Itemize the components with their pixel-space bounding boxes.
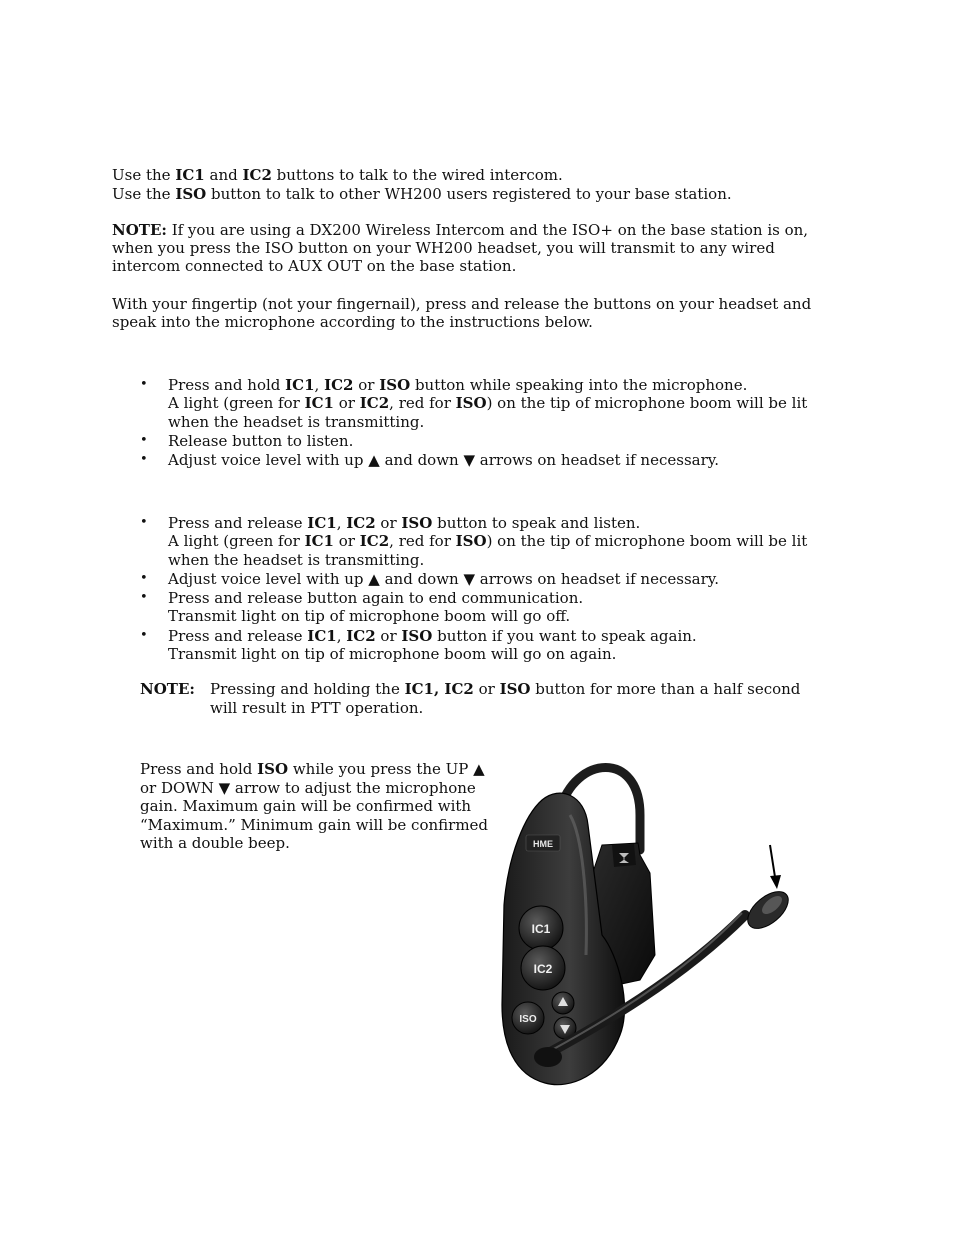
brand-logo: HME bbox=[533, 839, 553, 849]
note-ptt-operation: NOTE: Pressing and holding the IC1, IC2 or ISO button for more than a half second will result in PTT operation. bbox=[140, 680, 801, 717]
mic-gain-instructions: Press and hold ISO while you press the UP ▲ or DOWN ▼ arrow to adjust the microphone gain. Maximum gain will be confirmed with “Maximum.” Minimum gain will be confirmed with a double beep. bbox=[140, 760, 489, 852]
list-item: • Adjust voice level with up ▲ and down ▼ arrows on headset if necessary. bbox=[140, 570, 820, 588]
list-item: • Press and release button again to end communication. Transmit light on tip of microphone boom will go off. bbox=[140, 589, 820, 626]
boom-pivot bbox=[534, 1047, 562, 1067]
intro-line-1: Use the IC1 and IC2 buttons to talk to the wired intercom. bbox=[112, 166, 563, 184]
intro-line-2: Use the ISO button to talk to other WH200 users registered to your base station. bbox=[112, 185, 732, 203]
list-item: • Release button to listen. bbox=[140, 432, 820, 450]
list-item: • Press and release IC1, IC2 or ISO button to speak and listen. A light (green for IC1 or IC2, red for ISO) on the tip of microphone boom will be lit when the headset is transmitting. bbox=[140, 514, 820, 569]
pointer-arrow-shaft bbox=[770, 845, 775, 877]
hands-free-instructions bbox=[140, 514, 820, 664]
ic2-button-label: IC2 bbox=[533, 962, 553, 976]
list-item: • Adjust voice level with up ▲ and down ▼ arrows on headset if necessary. bbox=[140, 451, 820, 469]
fingertip-paragraph: With your fingertip (not your fingernail), press and release the buttons on your headset and speak into the microphone according to the instructions below. bbox=[112, 295, 812, 331]
list-item: • Press and hold IC1, IC2 or ISO button while speaking into the microphone. A light (green for IC1 or IC2, red for ISO) on the tip of microphone boom will be lit when the headset is transmitting. bbox=[140, 376, 820, 431]
pointer-arrow-icon bbox=[770, 875, 781, 889]
iso-button-label: ISO bbox=[519, 1014, 537, 1025]
ic1-button-label: IC1 bbox=[531, 922, 551, 936]
ptt-instructions bbox=[140, 376, 820, 470]
list-item: • Press and release IC1, IC2 or ISO button if you want to speak again. Transmit light on tip of microphone boom will go on again. bbox=[140, 627, 820, 664]
headset-photo bbox=[490, 755, 810, 1095]
note-iso-plus: NOTE: If you are using a DX200 Wireless Intercom and the ISO+ on the base station is on, when you press the ISO button on your WH200 headset, you will transmit to any wired intercom connected to AUX OUT on the base station. bbox=[112, 221, 809, 275]
